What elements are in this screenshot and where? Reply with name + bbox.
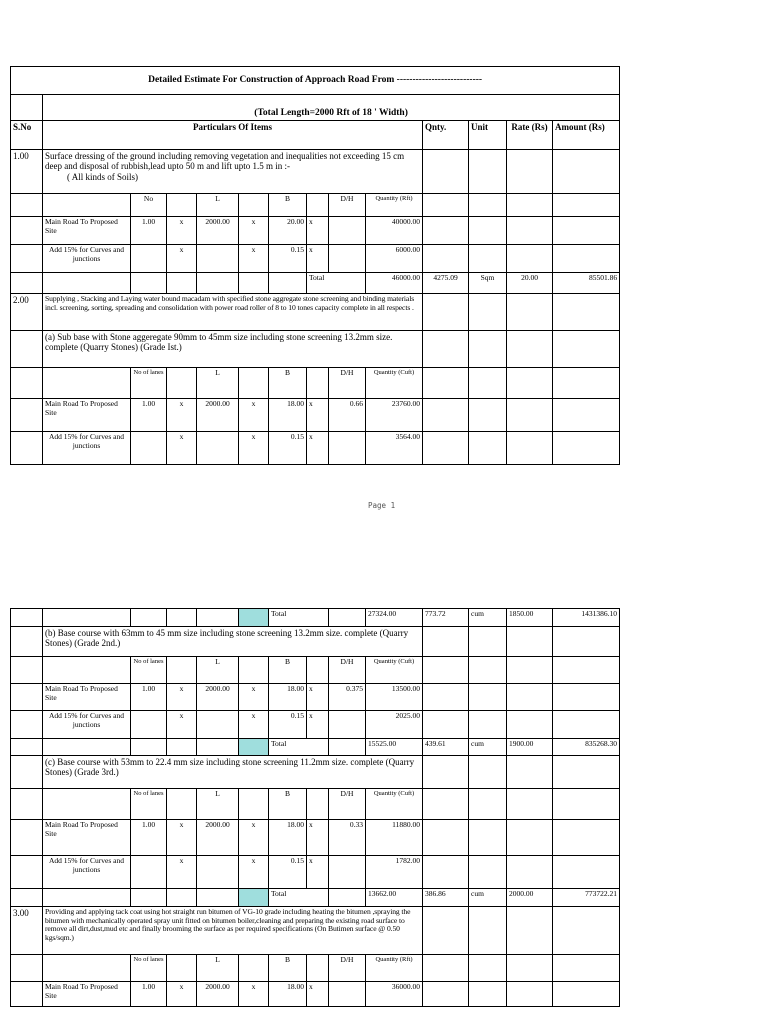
sub-item-description: (c) Base course with 53mm to 22.4 mm size including stone screening 11.2mm size. complete (Quarry Stones) (Grade 3rd.) xyxy=(43,756,423,789)
sub-item-description: (a) Sub base with Stone aggeregate 90mm to 45mm size including stone screening 13.2mm size. complete (Quarry Stones) (Grade Ist.) xyxy=(43,331,423,368)
item-sno: 1.00 xyxy=(11,150,43,194)
item-sno: 3.00 xyxy=(11,907,43,955)
col-header-rate: Rate (Rs) xyxy=(507,121,553,150)
col-header-qnty: Qnty. xyxy=(423,121,469,150)
item-sno: 2.00 xyxy=(11,294,43,331)
item-description: Providing and applying tack coat using hot straight run bitumen of VG-10 grade including heating the bitumen ,spraying the bitumen with mechanically operated spray unit fitted on bitumen boiler,cleaning and preparing the existing road surface to remove all dirt,dust,mud etc and finally brooming the surface as per required specifications (On Butimen surface @ 0.50 kgs/sqm.) xyxy=(43,907,423,955)
row-label: Add 15% for Curves and junctions xyxy=(43,856,131,889)
page-number: Page 1 xyxy=(368,501,396,510)
estimate-sheet-page-2: Total 27324.00 773.72 cum 1850.00 1431386.10 (b) Base course with 63mm to 45 mm size including stone screening 13.2mm size. complete (Quarry Stones) (Grade 2nd.) No of lanes L B D/H Quantity (Cuft) Main Road To Proposed Site 1.00 x 2000.00 x 18.00 x 0.375 13500.00 Add 15% for Curves and junctions x x 0.15 x 2025.00 Total 15525.00 439.61 cum 1900.00 835268.30 (c) Base course with 53mm to 22.4 mm size including stone screening 11.2mm size. complete (Quarry Stones) (Grade 3rd.) No of lanes L B D/H Quantity (Cuft) Main Road To Proposed Site 1.00 x 2000.00 x 18.00 x 0.33 11880.00 Add 15% for Curves and junctions x x 0.15 x 1782.00 Total 13662.00 386.86 cum 2000.00 773722.21 3.00 Providing and applying tack coat using hot straight run bitumen of VG-10 grade including heating the bitumen ,spraying the bitumen with mechanically operated spray unit fitted on bitumen boiler,cleaning and preparing the existing road surface to remove all dirt,dust,mud etc and finally brooming the surface as per required specifications (On Butimen surface @ 0.50 kgs/sqm.) No of lanes L B D/H Quantity (Rft) Main Road To Proposed Site 1.00 x 2000.00 x 18.00 x 36000.00 xyxy=(10,608,620,1007)
estimate-subtitle: (Total Length=2000 Rft of 18 ' Width) xyxy=(43,95,620,121)
item-description: Supplying , Stacking and Laying water bound macadam with specified stone aggregate stone screening and binding materials incl. screening, sorting, spreading and consolidation with power road roller of 8 to 10 tones capacity complete in all respects . xyxy=(43,294,423,331)
row-label: Main Road To Proposed Site xyxy=(43,820,131,856)
item-description: Surface dressing of the ground including removing vegetation and inequalities not exceeding 15 cm deep and disposal of rubbish,lead upto 50 m and lift upto 1.5 m in :- ( All kinds of Soils) xyxy=(43,150,423,194)
col-header-particulars: Particulars Of Items xyxy=(43,121,423,150)
sub-item-description: (b) Base course with 63mm to 45 mm size including stone screening 13.2mm size. complete (Quarry Stones) (Grade 2nd.) xyxy=(43,627,423,657)
col-header-unit: Unit xyxy=(469,121,507,150)
col-header-amount: Amount (Rs) xyxy=(553,121,620,150)
estimate-title: Detailed Estimate For Construction of Approach Road From --------------------------- xyxy=(11,67,620,95)
row-label: Add 15% for Curves and junctions xyxy=(43,245,131,273)
col-header-sno: S.No xyxy=(11,121,43,150)
row-label: Main Road To Proposed Site xyxy=(43,217,131,245)
row-label: Main Road To Proposed Site xyxy=(43,399,131,432)
row-label: Add 15% for Curves and junctions xyxy=(43,711,131,739)
estimate-sheet-page-1: Detailed Estimate For Construction of Approach Road From --------------------------- (Total Length=2000 Rft of 18 ' Width) S.No Particulars Of Items Qnty. Unit Rate (Rs) Amount (Rs) 1.00 Surface dressing of the ground including removing vegetation and inequalities not exceeding 15 cm deep and disposal of rubbish,lead upto 50 m and lift upto 1.5 m in :- ( All kinds of Soils) No L B D/H Quantity (Rft) Main Road To Proposed Site 1.00 x 2000.00 x 20.00 x 40000.00 Add 15% for Curves and junctions x x 0.15 x 6000.00 Total 46000.00 4275.09 Sqm 20.00 85501.86 2.00 Supplying , Stacking and Laying water bound macadam with specified stone aggregate stone screening and binding materials incl. screening, sorting, spreading and consolidation with power road roller of 8 to 10 tones capacity complete in all respects . (a) Sub base with Stone aggeregate 90mm to 45mm size including stone screening 13.2mm size. complete (Quarry Stones) (Grade Ist.) No of lanes L B D/H Quantity (Cuft) Main Road To Proposed Site 1.00 x 2000.00 x 18.00 x 0.66 23760.00 Add 15% for Curves and junctions x x 0.15 x 3564.00 xyxy=(10,66,620,465)
row-label: Main Road To Proposed Site xyxy=(43,982,131,1007)
row-label: Add 15% for Curves and junctions xyxy=(43,432,131,465)
row-label: Main Road To Proposed Site xyxy=(43,684,131,711)
